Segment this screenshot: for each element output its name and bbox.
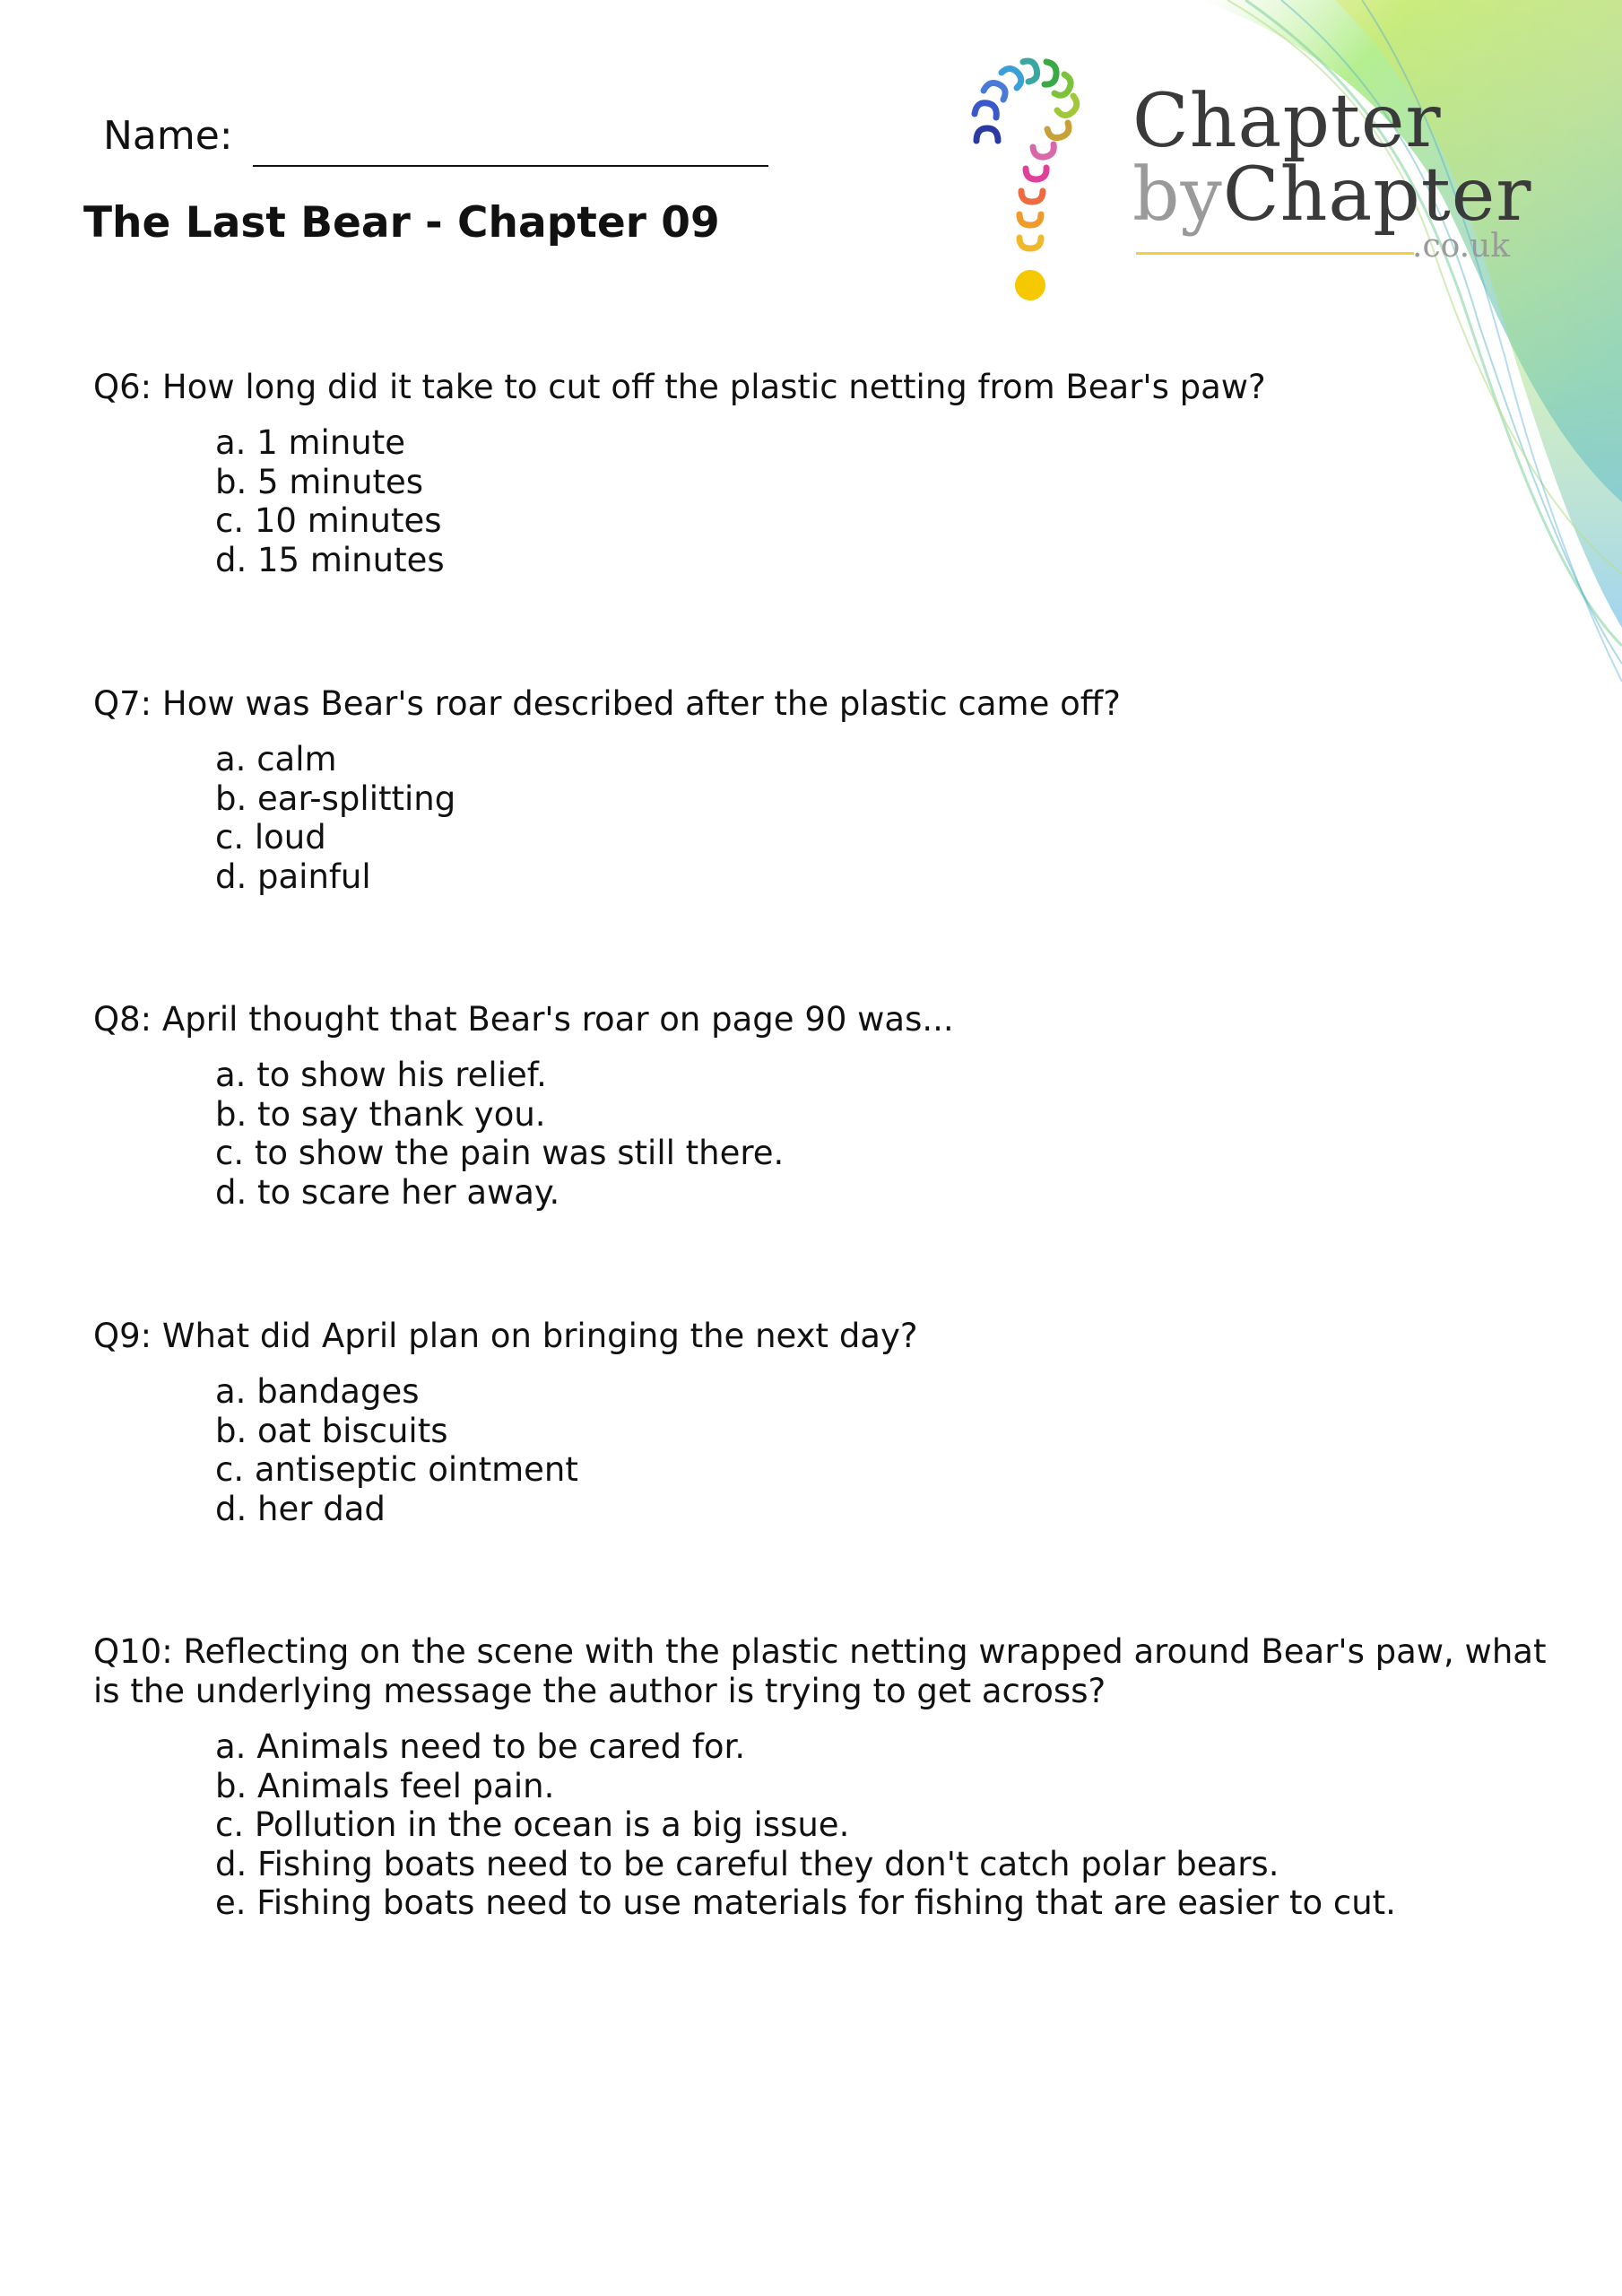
answer-option[interactable] xyxy=(215,1490,1564,1529)
option-text: 15 minutes xyxy=(257,540,445,579)
option-text: calm xyxy=(256,740,337,778)
answer-option[interactable] xyxy=(215,1372,1564,1412)
name-field xyxy=(103,113,768,159)
option-letter: b. xyxy=(215,1094,258,1134)
answer-option[interactable] xyxy=(215,1805,1564,1845)
book-question-mark-icon xyxy=(964,49,1107,309)
option-letter: c. xyxy=(215,501,255,540)
option-text: antiseptic ointment xyxy=(254,1450,578,1489)
option-text: painful xyxy=(257,857,371,896)
option-letter: a. xyxy=(215,740,257,778)
option-letter: b. xyxy=(215,462,258,501)
answer-option[interactable] xyxy=(215,1883,1564,1923)
option-text: Fishing boats need to be careful they don't catch polar bears. xyxy=(257,1844,1279,1883)
answer-option[interactable] xyxy=(215,857,1564,897)
option-letter: d. xyxy=(215,857,258,896)
name-blank-line[interactable] xyxy=(253,165,768,167)
question-text: Q10: Reflecting on the scene with the plastic netting wrapped around Bear's paw, what is the underlying message the author is trying to get across? xyxy=(93,1632,1547,1710)
option-text: her dad xyxy=(257,1489,386,1528)
question-q10 xyxy=(93,1632,1564,1923)
option-text: 10 minutes xyxy=(254,501,442,540)
answer-options xyxy=(93,1372,1564,1528)
option-text: 1 minute xyxy=(256,423,405,462)
option-letter: c. xyxy=(215,1450,255,1489)
option-letter: d. xyxy=(215,1489,258,1528)
option-text: to show the pain was still there. xyxy=(254,1134,785,1172)
answer-option[interactable] xyxy=(215,1412,1564,1451)
answer-option[interactable] xyxy=(215,1095,1564,1135)
option-text: Pollution in the ocean is a big issue. xyxy=(254,1805,850,1844)
option-letter: a. xyxy=(215,1056,257,1094)
answer-option[interactable] xyxy=(215,818,1564,857)
option-letter: a. xyxy=(215,423,257,462)
answer-option[interactable] xyxy=(215,463,1564,502)
question-q7 xyxy=(93,684,1564,896)
question-text: Q8: April thought that Bear's roar on page 90 was... xyxy=(93,1000,954,1039)
option-letter: d. xyxy=(215,540,258,579)
chapter-by-chapter-logo xyxy=(964,49,1538,318)
question-q9 xyxy=(93,1317,1564,1528)
option-text: loud xyxy=(254,818,326,857)
option-letter: c. xyxy=(215,1134,255,1172)
option-letter: b. xyxy=(215,778,258,818)
question-text: Q9: What did April plan on bringing the next day? xyxy=(93,1317,918,1355)
name-label: Name: xyxy=(103,113,233,159)
option-letter: b. xyxy=(215,1411,258,1450)
question-text: Q6: How long did it take to cut off the plastic netting from Bear's paw? xyxy=(93,368,1266,406)
option-letter: c. xyxy=(215,818,255,857)
logo-domain: .co.uk xyxy=(1412,228,1511,265)
option-letter: b. xyxy=(215,1766,258,1805)
option-text: to show his relief. xyxy=(256,1056,547,1094)
answer-option[interactable] xyxy=(215,423,1564,463)
option-text: Animals feel pain. xyxy=(257,1766,555,1805)
option-letter: a. xyxy=(215,1372,257,1411)
answer-option[interactable] xyxy=(215,779,1564,819)
option-text: Fishing boats need to use materials for fishing that are easier to cut. xyxy=(256,1883,1396,1922)
answer-options xyxy=(93,1056,1564,1212)
option-letter: d. xyxy=(215,1844,258,1883)
option-text: oat biscuits xyxy=(257,1411,448,1450)
worksheet-title: The Last Bear - Chapter 09 xyxy=(83,198,720,248)
logo-underline xyxy=(1136,252,1414,255)
option-letter: d. xyxy=(215,1172,258,1212)
logo-text-chapter: Chapter xyxy=(1132,79,1442,164)
answer-option[interactable] xyxy=(215,1845,1564,1884)
question-text: Q7: How was Bear's roar described after the plastic came off? xyxy=(93,684,1121,723)
option-text: Animals need to be cared for. xyxy=(256,1727,746,1766)
answer-options xyxy=(93,1727,1564,1923)
option-text: 5 minutes xyxy=(257,462,424,501)
answer-option[interactable] xyxy=(215,1767,1564,1806)
option-letter: e. xyxy=(215,1883,257,1922)
answer-options xyxy=(93,423,1564,579)
answer-option[interactable] xyxy=(215,1450,1564,1490)
answer-option[interactable] xyxy=(215,1727,1564,1767)
logo-text-by: by xyxy=(1132,152,1223,238)
answer-option[interactable] xyxy=(215,740,1564,779)
logo-text-chapter-2: Chapter xyxy=(1222,152,1532,238)
answer-option[interactable] xyxy=(215,1173,1564,1213)
answer-option[interactable] xyxy=(215,541,1564,580)
option-text: bandages xyxy=(256,1372,420,1411)
answer-option[interactable] xyxy=(215,1134,1564,1173)
option-text: to say thank you. xyxy=(257,1094,546,1134)
logo-text-by-chapter xyxy=(1132,152,1532,238)
question-q8 xyxy=(93,1000,1564,1212)
option-text: to scare her away. xyxy=(257,1172,560,1212)
option-text: ear-splitting xyxy=(257,778,456,818)
answer-options xyxy=(93,740,1564,896)
option-letter: a. xyxy=(215,1727,257,1766)
answer-option[interactable] xyxy=(215,501,1564,541)
option-letter: c. xyxy=(215,1805,255,1844)
answer-option[interactable] xyxy=(215,1056,1564,1095)
question-q6 xyxy=(93,368,1564,579)
